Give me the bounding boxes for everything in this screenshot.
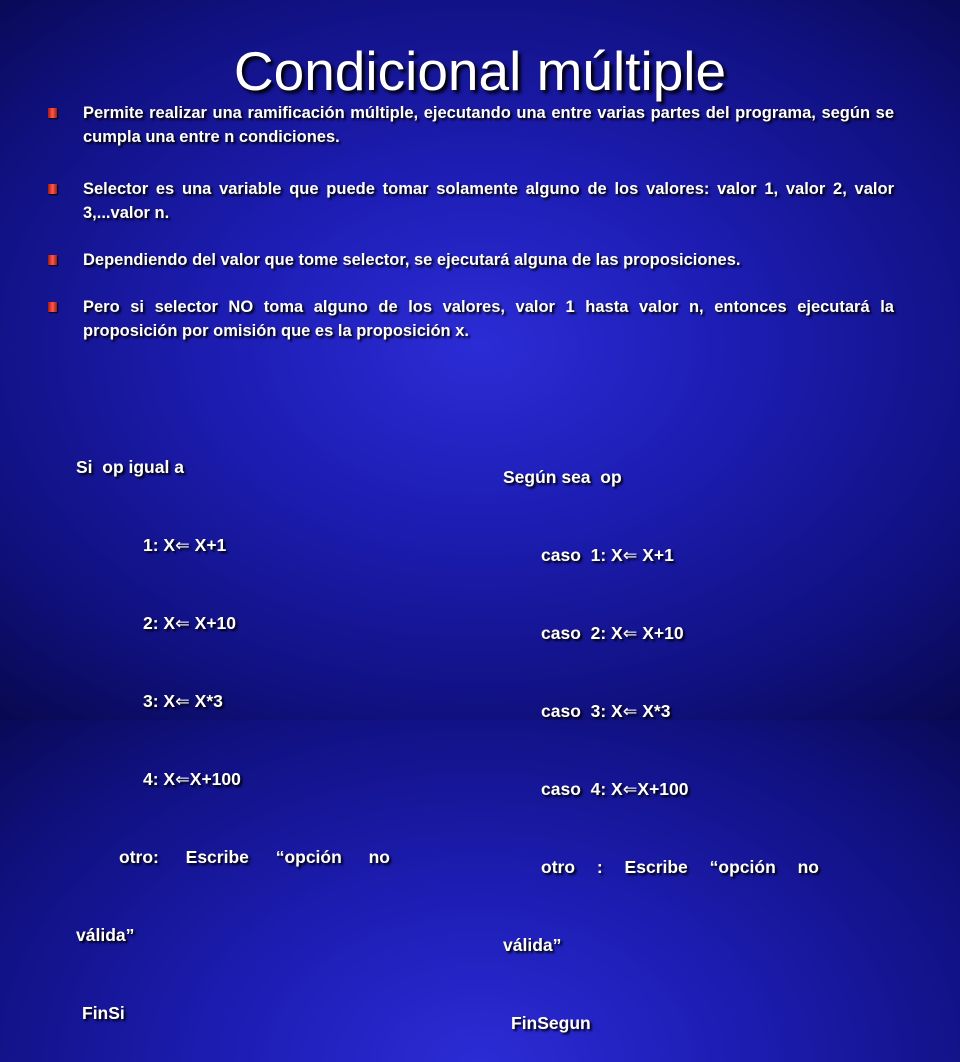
bullet-item xyxy=(46,295,894,343)
otro-continuation: válida” xyxy=(503,935,562,955)
case-line: 1: X⇐ X+1 xyxy=(143,535,227,555)
left-arrow-icon: ⇐ xyxy=(175,613,190,633)
bullet-text: Selector es una variable que puede tomar solamente alguno de los valores: valor 1, valor 2, valor 3,...valor n. xyxy=(83,180,894,222)
left-arrow-icon: ⇐ xyxy=(622,545,638,565)
si-pseudocode-block xyxy=(76,402,390,1052)
bullet-marker-icon xyxy=(48,184,57,194)
bullet-item xyxy=(46,101,894,149)
case-line: caso 2: X⇐ X+10 xyxy=(541,623,684,643)
code-header: Si op igual a xyxy=(76,457,184,477)
bullet-marker-icon xyxy=(48,302,57,312)
left-arrow-icon: ⇐ xyxy=(622,623,638,643)
segun-pseudocode-block xyxy=(503,412,819,1062)
case-line: caso 3: X⇐ X*3 xyxy=(541,701,671,721)
bullet-item xyxy=(46,248,894,272)
bullet-item xyxy=(46,177,894,225)
code-end: FinSegun xyxy=(511,1013,591,1033)
left-arrow-icon: ⇐ xyxy=(175,535,190,555)
left-arrow-icon: ⇐ xyxy=(622,779,638,799)
bullet-text: Pero si selector NO toma alguno de los valores, valor 1 hasta valor n, entonces ejecutará la proposición por omisión que es la proposición x. xyxy=(83,298,894,340)
left-arrow-icon: ⇐ xyxy=(175,769,190,789)
left-arrow-icon: ⇐ xyxy=(622,701,638,721)
case-line: caso 1: X⇐ X+1 xyxy=(541,545,674,565)
bullet-list xyxy=(46,101,894,343)
otro-line: otro: Escribe “opción no xyxy=(119,847,390,867)
left-arrow-icon: ⇐ xyxy=(175,691,190,711)
case-line: 4: X⇐X+100 xyxy=(143,769,241,789)
bullet-marker-icon xyxy=(48,255,57,265)
case-line: 3: X⇐ X*3 xyxy=(143,691,223,711)
case-line: 2: X⇐ X+10 xyxy=(143,613,237,633)
code-end: FinSi xyxy=(82,1003,125,1023)
code-header: Según sea op xyxy=(503,467,622,487)
otro-continuation: válida” xyxy=(76,925,135,945)
case-line: caso 4: X⇐X+100 xyxy=(541,779,689,799)
bullet-text: Dependiendo del valor que tome selector, se ejecutará alguna de las proposiciones. xyxy=(83,251,741,269)
bullet-marker-icon xyxy=(48,108,57,118)
bullet-text: Permite realizar una ramificación múltiple, ejecutando una entre varias partes del programa, según se cumpla una entre n condiciones. xyxy=(83,104,894,146)
slide-title: Condicional múltiple xyxy=(233,40,727,102)
otro-line: otro : Escribe “opción no xyxy=(541,857,819,877)
